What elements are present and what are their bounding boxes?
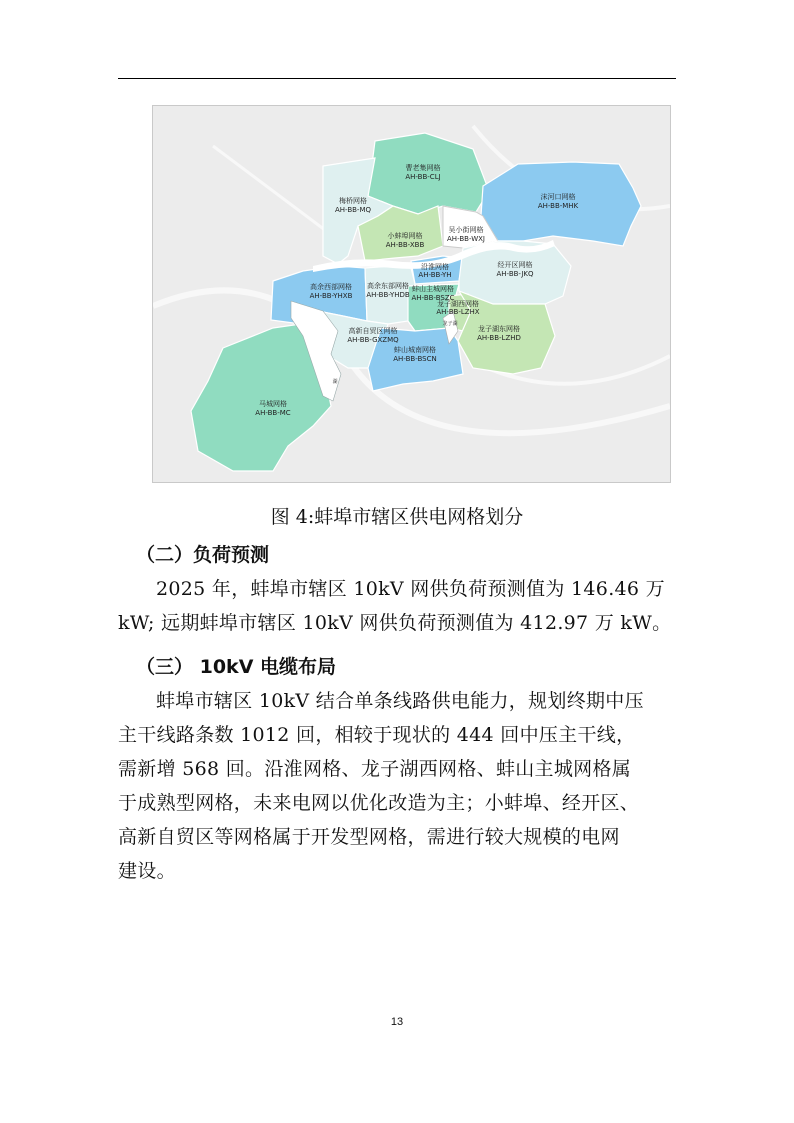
label-bszc: 蚌山主城网格 xyxy=(412,285,454,293)
paragraph-line: 于成熟型网格，未来电网以优化改造为主；小蚌埠、经开区、 xyxy=(118,792,640,814)
label-xbb: 小蚌埠网格 xyxy=(387,232,423,240)
code-yhdb: AH-BB-YHDB xyxy=(366,291,410,299)
label-gxzmq: 高新自贸区网格 xyxy=(348,327,398,335)
paragraph-line: 2025 年，蚌埠市辖区 10kV 网供负荷预测值为 146.46 万 xyxy=(156,578,665,600)
code-lzhx: AH-BB-LZHX xyxy=(436,308,480,316)
label-lake-east: 湖 xyxy=(332,379,338,385)
paragraph-cable-layout xyxy=(118,684,678,888)
label-mq: 梅桥网格 xyxy=(339,197,367,205)
label-clj: 曹老集网格 xyxy=(405,164,441,172)
label-yhdb: 高余东部网格 xyxy=(367,282,409,290)
code-xbb: AH-BB-XBB xyxy=(385,241,425,249)
label-wxj: 吴小街网格 xyxy=(448,226,484,234)
figure-caption: 图 4:蚌埠市辖区供电网格划分 xyxy=(270,506,524,528)
label-mc: 马城网格 xyxy=(259,400,287,408)
code-mc: AH-BB-MC xyxy=(255,409,291,417)
code-bscn: AH-BB-BSCN xyxy=(393,355,437,363)
code-yhxb: AH-BB-YHXB xyxy=(309,292,353,300)
paragraph-line: 需新增 568 回。沿淮网格、龙子湖西网格、蚌山主城网格属 xyxy=(118,758,632,780)
label-bscn: 蚌山城南网格 xyxy=(394,346,436,354)
paragraph-line: 建设。 xyxy=(118,860,176,882)
code-yh: AH-BB-YH xyxy=(418,271,452,279)
label-lzhx: 龙子湖西网格 xyxy=(437,300,479,308)
paragraph-load-forecast xyxy=(118,572,678,640)
label-yhxb: 高余西部网格 xyxy=(310,283,352,291)
page-number: 13 xyxy=(390,1016,404,1028)
label-lake: 龙子湖 xyxy=(442,321,458,327)
label-jkq: 经开区网格 xyxy=(497,261,533,269)
label-mhk: 沫河口网格 xyxy=(540,193,576,201)
code-mq: AH-BB-MQ xyxy=(334,206,372,214)
code-bszc: AH-BB-BSZC xyxy=(411,294,455,302)
paragraph-line: kW; 远期蚌埠市辖区 10kV 网供负荷预测值为 412.97 万 kW。 xyxy=(118,612,672,634)
code-gxzmq: AH-BB-GXZMQ xyxy=(347,336,399,344)
grid-map xyxy=(152,105,671,483)
code-wxj: AH-BB-WXJ xyxy=(447,235,485,243)
grid-map-svg xyxy=(153,106,670,482)
paragraph-line: 高新自贸区等网格属于开发型网格，需进行较大规模的电网 xyxy=(118,826,620,848)
code-lzhd: AH-BB-LZHD xyxy=(477,334,521,342)
code-mhk: AH-BB-MHK xyxy=(537,202,579,210)
section-heading-load-forecast: （二）负荷预测 xyxy=(136,544,270,566)
paragraph-line: 主干线路条数 1012 回，相较于现状的 444 回中压主干线， xyxy=(118,724,636,746)
code-jkq: AH-BB-JKQ xyxy=(496,270,534,278)
paragraph-line: 蚌埠市辖区 10kV 结合单条线路供电能力，规划终期中压 xyxy=(156,690,644,712)
code-clj: AH-BB-CLJ xyxy=(405,173,441,181)
label-lzhd: 龙子湖东网格 xyxy=(478,325,520,333)
header-rule xyxy=(118,78,676,79)
label-yh: 沿淮网格 xyxy=(421,263,449,271)
section-heading-cable-layout: （三） 10kV 电缆布局 xyxy=(136,656,337,678)
